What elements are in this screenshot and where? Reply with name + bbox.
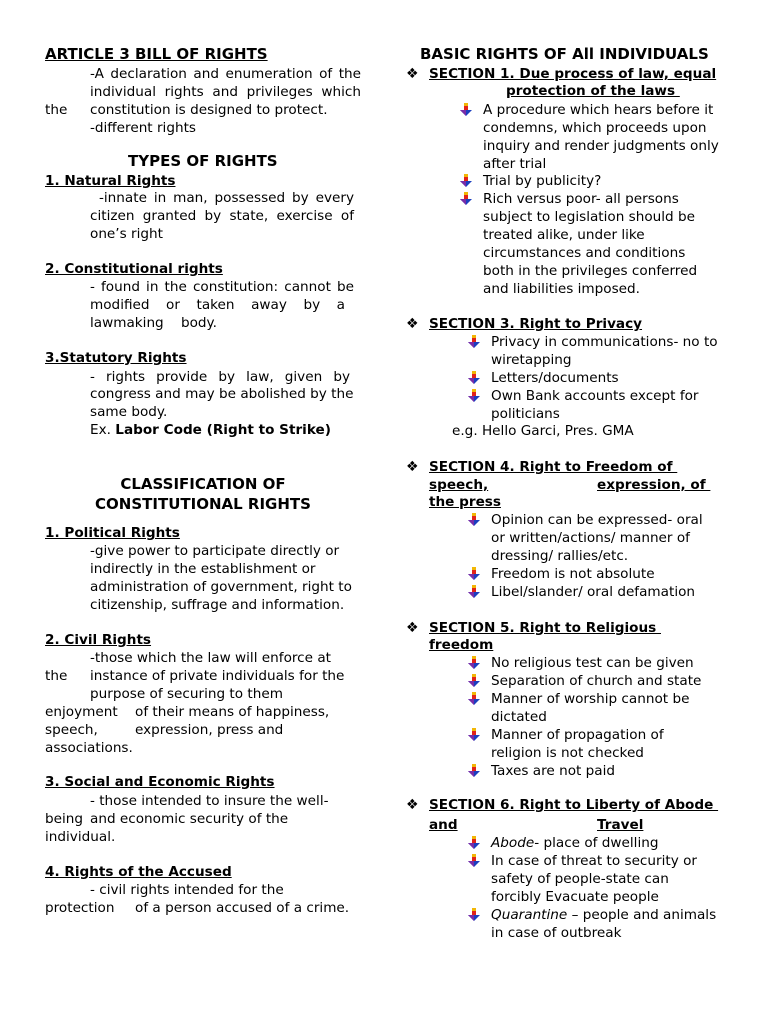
arrow-bullet-icon xyxy=(468,567,480,581)
civil-line: -those which the law will enforce at xyxy=(90,650,331,666)
s5-item: No religious test can be given xyxy=(491,655,694,671)
political-line: -give power to participate directly or xyxy=(90,543,340,559)
s1-item: treated alike, under like xyxy=(483,227,645,243)
s3-item: Privacy in communications- no to xyxy=(491,334,718,350)
diamond-bullet-icon: ❖ xyxy=(406,66,419,82)
s6-item-term: Abode xyxy=(491,835,535,851)
social-line: and economic security of the xyxy=(90,811,289,827)
constitutional-rights-heading: 2. Constitutional rights xyxy=(45,261,223,277)
example-prefix: Ex. xyxy=(90,422,116,438)
intro-the: the xyxy=(45,102,68,118)
civil-line: of their means of happiness, xyxy=(135,704,330,720)
social-line: individual. xyxy=(45,829,116,845)
section6-heading: Travel xyxy=(597,817,644,833)
s6-item: forcibly Evacuate people xyxy=(491,889,659,905)
civil-rights-heading: 2. Civil Rights xyxy=(45,632,152,648)
arrow-bullet-icon xyxy=(468,764,480,778)
intro-line: -A declaration and enumeration of the xyxy=(90,66,361,82)
s6-item xyxy=(491,906,716,924)
civil-line: expression, press and xyxy=(135,722,284,738)
section4-heading: speech, xyxy=(429,477,489,493)
social-line-left: being xyxy=(45,811,84,827)
s3-item: Own Bank accounts except for xyxy=(491,388,699,404)
section3-heading: SECTION 3. Right to Privacy xyxy=(429,316,643,332)
s1-item: condemns, which proceeds upon xyxy=(483,120,707,136)
intro-line: -different rights xyxy=(90,120,196,136)
accused-rights-heading: 4. Rights of the Accused xyxy=(45,864,232,880)
section6-heading: SECTION 6. Right to Liberty of Abode xyxy=(429,797,719,813)
s1-item: and liabilities imposed. xyxy=(483,281,640,297)
s1-item: inquiry and render judgments only xyxy=(483,138,719,154)
social-economic-heading: 3. Social and Economic Rights xyxy=(45,774,275,790)
diamond-bullet-icon: ❖ xyxy=(406,620,419,636)
arrow-bullet-icon xyxy=(468,389,480,403)
section4-heading: SECTION 4. Right to Freedom of xyxy=(429,459,678,475)
constitutional-line: - found in the constitution: cannot be xyxy=(90,279,354,295)
s3-item: wiretapping xyxy=(491,352,572,368)
s6-item xyxy=(491,834,658,852)
classification-heading: CONSTITUTIONAL RIGHTS xyxy=(95,495,311,513)
statutory-line: same body. xyxy=(90,404,168,420)
arrow-bullet-icon xyxy=(468,836,480,850)
arrow-bullet-icon xyxy=(468,335,480,349)
s5-item: dictated xyxy=(491,709,547,725)
s6-item: In case of threat to security or xyxy=(491,853,697,869)
political-line: citizenship, suffrage and information. xyxy=(90,597,345,613)
intro-line: constitution is designed to protect. xyxy=(90,102,328,118)
arrow-bullet-icon xyxy=(468,908,480,922)
arrow-bullet-icon xyxy=(460,174,472,188)
s5-item: religion is not checked xyxy=(491,745,644,761)
natural-line: citizen granted by state, exercise of xyxy=(90,208,354,224)
arrow-bullet-icon xyxy=(460,103,472,117)
s5-item: Manner of propagation of xyxy=(491,727,664,743)
classification-heading: CLASSIFICATION OF xyxy=(120,475,286,493)
arrow-bullet-icon xyxy=(468,513,480,527)
s3-example: e.g. Hello Garci, Pres. GMA xyxy=(452,423,634,439)
arrow-bullet-icon xyxy=(468,728,480,742)
section1-heading: protection of the laws xyxy=(506,83,680,99)
statutory-example xyxy=(90,421,331,439)
section5-heading: SECTION 5. Right to Religious xyxy=(429,620,661,636)
accused-line-left: protection xyxy=(45,900,115,916)
s3-item: politicians xyxy=(491,406,560,422)
s5-item: Separation of church and state xyxy=(491,673,702,689)
s1-item: A procedure which hears before it xyxy=(483,102,714,118)
arrow-bullet-icon xyxy=(468,674,480,688)
s6-item: in case of outbreak xyxy=(491,925,622,941)
s6-item: safety of people-state can xyxy=(491,871,669,887)
natural-rights-heading: 1. Natural Rights xyxy=(45,173,176,189)
diamond-bullet-icon: ❖ xyxy=(406,459,419,475)
political-line: indirectly in the establishment or xyxy=(90,561,316,577)
s1-item: Rich versus poor- all persons xyxy=(483,191,679,207)
article-title: ARTICLE 3 BILL OF RIGHTS xyxy=(45,45,268,63)
civil-line: associations. xyxy=(45,740,133,756)
constitutional-line: lawmaking body. xyxy=(90,315,217,331)
s4-item: Libel/slander/ oral defamation xyxy=(491,584,696,600)
s5-item: Taxes are not paid xyxy=(491,763,616,779)
s6-item-text: - place of dwelling xyxy=(534,835,659,851)
section1-heading: SECTION 1. Due process of law, equal xyxy=(429,66,717,82)
section6-heading: and xyxy=(429,817,458,833)
natural-line: one’s right xyxy=(90,226,163,242)
s6-item-text: – people and animals xyxy=(567,907,717,923)
arrow-bullet-icon xyxy=(468,371,480,385)
s1-item: circumstances and conditions xyxy=(483,245,686,261)
s3-item: Letters/documents xyxy=(491,370,619,386)
section5-heading: freedom xyxy=(429,637,494,653)
civil-line-left: the xyxy=(45,668,68,684)
basic-rights-title: BASIC RIGHTS OF All INDIVIDUALS xyxy=(420,45,709,63)
s4-item: or written/actions/ manner of xyxy=(491,530,690,546)
s4-item: Opinion can be expressed- oral xyxy=(491,512,703,528)
s1-item: subject to legislation should be xyxy=(483,209,696,225)
section4-heading: the press xyxy=(429,494,501,510)
arrow-bullet-icon xyxy=(468,692,480,706)
s4-item: Freedom is not absolute xyxy=(491,566,655,582)
intro-line: individual rights and privileges which xyxy=(90,84,361,100)
constitutional-line: modified or taken away by a xyxy=(90,297,345,313)
political-line: administration of government, right to xyxy=(90,579,352,595)
civil-line-left: speech, xyxy=(45,722,98,738)
civil-line: purpose of securing to them xyxy=(90,686,283,702)
arrow-bullet-icon xyxy=(460,192,472,206)
s4-item: dressing/ rallies/etc. xyxy=(491,548,629,564)
diamond-bullet-icon: ❖ xyxy=(406,316,419,332)
arrow-bullet-icon xyxy=(468,656,480,670)
civil-line-left: enjoyment xyxy=(45,704,118,720)
statutory-line: congress and may be abolished by the xyxy=(90,386,354,402)
arrow-bullet-icon xyxy=(468,854,480,868)
accused-line: - civil rights intended for the xyxy=(90,882,284,898)
civil-line: instance of private individuals for the xyxy=(90,668,345,684)
accused-line: of a person accused of a crime. xyxy=(135,900,350,916)
s1-item: both in the privileges conferred xyxy=(483,263,698,279)
s1-item: after trial xyxy=(483,156,547,172)
section4-heading: expression, of xyxy=(597,477,711,493)
s1-item: Trial by publicity? xyxy=(483,173,602,189)
natural-line: -innate in man, possessed by every xyxy=(99,190,354,206)
statutory-line: - rights provide by law, given by xyxy=(90,369,350,385)
statutory-rights-heading: 3.Statutory Rights xyxy=(45,350,187,366)
s5-item: Manner of worship cannot be xyxy=(491,691,690,707)
arrow-bullet-icon xyxy=(468,585,480,599)
political-rights-heading: 1. Political Rights xyxy=(45,525,180,541)
types-heading: TYPES OF RIGHTS xyxy=(128,152,278,170)
diamond-bullet-icon: ❖ xyxy=(406,797,419,813)
s6-item-term: Quarantine xyxy=(491,907,568,923)
social-line: - those intended to insure the well- xyxy=(90,793,329,809)
example-value: Labor Code (Right to Strike) xyxy=(115,422,331,438)
